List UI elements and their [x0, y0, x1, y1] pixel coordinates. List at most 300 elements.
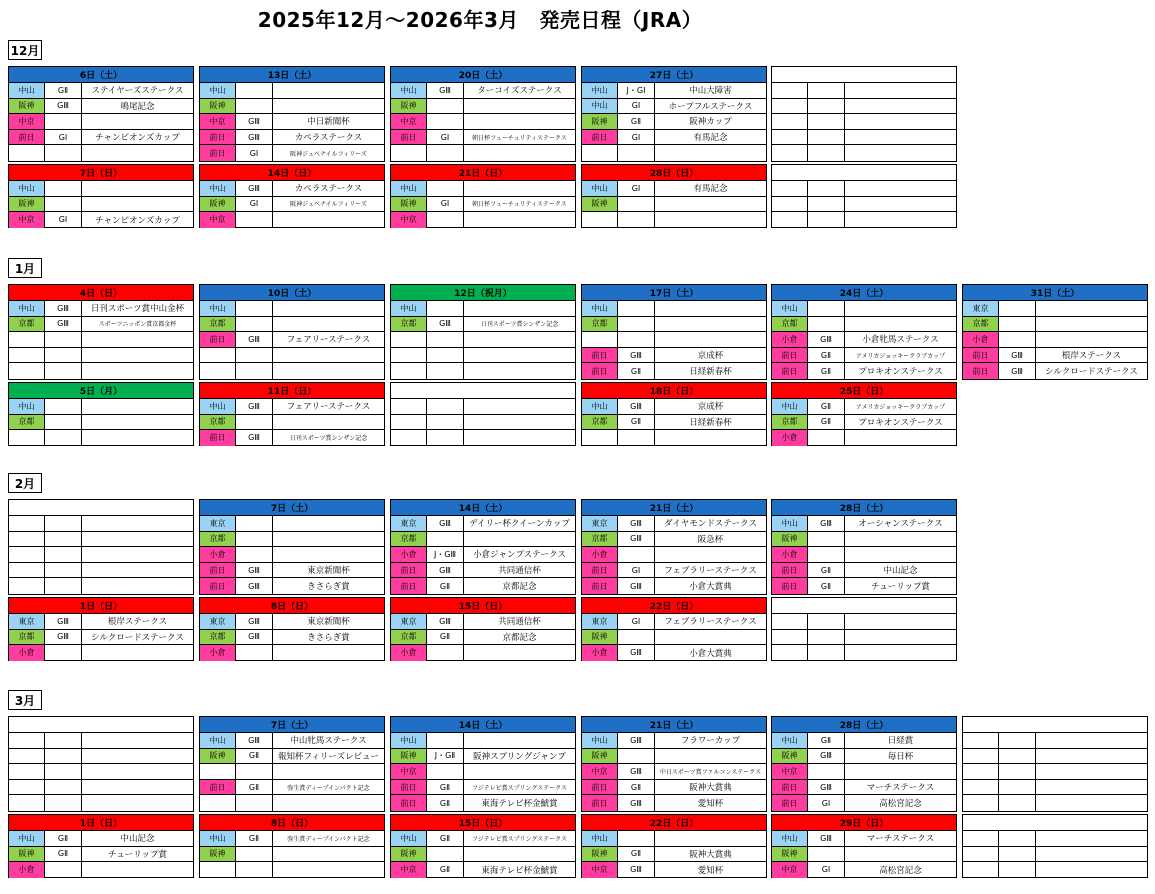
- grade-cell: [45, 749, 82, 764]
- race-row: [963, 780, 1147, 796]
- grade-cell: GⅢ: [236, 114, 273, 129]
- grade-cell: [45, 578, 82, 594]
- race-name-cell: [655, 430, 766, 446]
- day-block: [771, 382, 957, 446]
- grade-cell: [45, 862, 82, 878]
- day-block: [581, 499, 767, 595]
- grade-cell: [236, 764, 273, 779]
- race-name-cell: [1036, 332, 1147, 347]
- race-name-cell: フェアリーステークス: [286, 402, 371, 413]
- race-name-cell: 阪急杯: [697, 534, 724, 545]
- race-row: [9, 332, 193, 348]
- race-row: [772, 430, 956, 446]
- grade-cell: [427, 399, 464, 414]
- race-row: [9, 301, 193, 317]
- venue-cell: 小倉: [391, 547, 427, 562]
- grade-cell: [236, 645, 273, 661]
- race-row: [9, 831, 193, 847]
- venue-cell: [391, 363, 427, 379]
- race-row: [391, 516, 575, 532]
- grade-cell: GⅢ: [618, 733, 655, 748]
- race-row: [582, 630, 766, 646]
- venue-cell: [772, 614, 808, 629]
- race-name-cell: アメリカジョッキークラブカップ: [855, 352, 946, 360]
- race-name-cell: フェブラリーステークス: [664, 566, 757, 577]
- grade-cell: [999, 862, 1036, 878]
- grade-cell: GⅢ: [808, 749, 845, 764]
- race-name-cell: 共同通信杯: [498, 617, 541, 628]
- grade-cell: [45, 764, 82, 779]
- venue-cell: 阪神: [582, 749, 618, 764]
- race-name-cell: [655, 145, 766, 161]
- grade-cell: GⅠ: [618, 181, 655, 196]
- grade-cell: [45, 332, 82, 347]
- race-row: [391, 212, 575, 228]
- grade-cell: GⅢ: [236, 614, 273, 629]
- grade-cell: [427, 415, 464, 430]
- venue-cell: 前日: [963, 363, 999, 379]
- race-name-cell: 阪神スプリングジャンプ: [473, 751, 566, 762]
- race-name-cell: 小倉ジャンプステークス: [473, 550, 566, 561]
- venue-cell: [9, 348, 45, 363]
- grade-cell: GⅡ: [45, 831, 82, 846]
- grade-cell: [45, 181, 82, 196]
- grade-cell: [427, 532, 464, 547]
- venue-cell: 東京: [582, 516, 618, 531]
- race-name-cell: [655, 831, 766, 846]
- grade-cell: [808, 181, 845, 196]
- day-header: 21日（土）: [582, 717, 766, 733]
- race-name-cell: [464, 332, 575, 347]
- race-row: [391, 83, 575, 99]
- venue-cell: 阪神: [582, 630, 618, 645]
- race-row: [772, 145, 956, 161]
- race-row: [582, 862, 766, 878]
- venue-cell: 前日: [391, 795, 427, 811]
- race-name-cell: 高松宮記念: [879, 865, 922, 876]
- race-row: [582, 547, 766, 563]
- race-row: [772, 547, 956, 563]
- grade-cell: GⅢ: [236, 399, 273, 414]
- grade-cell: GⅡ: [618, 847, 655, 862]
- grade-cell: [427, 645, 464, 661]
- race-name-cell: [655, 301, 766, 316]
- race-name-cell: [82, 363, 193, 379]
- venue-cell: 小倉: [582, 645, 618, 661]
- grade-cell: [427, 181, 464, 196]
- race-row: [200, 130, 384, 146]
- grade-cell: [236, 348, 273, 363]
- venue-cell: 中山: [772, 301, 808, 316]
- venue-cell: 阪神: [200, 749, 236, 764]
- race-row: [772, 317, 956, 333]
- grade-cell: GⅡ: [808, 415, 845, 430]
- race-row: [582, 301, 766, 317]
- race-row: [582, 516, 766, 532]
- race-row: [391, 197, 575, 213]
- race-name-cell: アメリカジョッキークラブカップ: [855, 403, 946, 411]
- race-row: [582, 795, 766, 811]
- grade-cell: [45, 563, 82, 578]
- venue-cell: 東京: [963, 301, 999, 316]
- race-row: [200, 197, 384, 213]
- venue-cell: 前日: [200, 780, 236, 795]
- venue-cell: 中京: [9, 212, 45, 228]
- day-header: 22日（日）: [582, 598, 766, 614]
- grade-cell: [808, 532, 845, 547]
- race-name-cell: [464, 645, 575, 661]
- grade-cell: GⅢ: [45, 99, 82, 114]
- venue-cell: 京都: [9, 415, 45, 430]
- day-header: 7日（土）: [200, 717, 384, 733]
- venue-cell: 京都: [582, 415, 618, 430]
- race-name-cell: 有馬記念: [693, 184, 728, 195]
- venue-cell: [200, 764, 236, 779]
- race-row: [9, 516, 193, 532]
- race-name-cell: 毎日杯: [887, 751, 914, 762]
- race-name-cell: チューリップ賞: [871, 582, 930, 593]
- venue-cell: [9, 764, 45, 779]
- grade-cell: [236, 301, 273, 316]
- grade-cell: GⅢ: [45, 317, 82, 332]
- venue-cell: 阪神: [391, 749, 427, 764]
- race-row: [963, 317, 1147, 333]
- race-row: [772, 862, 956, 878]
- grade-cell: GⅢ: [236, 181, 273, 196]
- grade-cell: [808, 645, 845, 661]
- venue-cell: 前日: [582, 348, 618, 363]
- day-header: 5日（月）: [9, 383, 193, 399]
- grade-cell: GⅡ: [236, 749, 273, 764]
- race-name-cell: [82, 181, 193, 196]
- grade-cell: GⅡ: [236, 831, 273, 846]
- venue-cell: 前日: [772, 578, 808, 594]
- venue-cell: [200, 795, 236, 811]
- day-header: 20日（土）: [391, 67, 575, 83]
- grade-cell: GⅠ: [236, 145, 273, 161]
- day-header: [9, 500, 193, 516]
- race-row: [582, 181, 766, 197]
- grade-cell: GⅡ: [808, 563, 845, 578]
- grade-cell: [808, 847, 845, 862]
- venue-cell: 小倉: [772, 547, 808, 562]
- race-name-cell: 京成杯: [697, 351, 724, 362]
- race-row: [9, 83, 193, 99]
- venue-cell: [9, 795, 45, 811]
- day-header: 7日（日）: [9, 165, 193, 181]
- grade-cell: GⅡ: [427, 831, 464, 846]
- venue-cell: [9, 363, 45, 379]
- venue-cell: 東京: [200, 614, 236, 629]
- grade-cell: GⅡ: [618, 363, 655, 379]
- day-block: [199, 597, 385, 661]
- race-name-cell: [82, 348, 193, 363]
- day-header: 15日（日）: [391, 598, 575, 614]
- race-row: [582, 145, 766, 161]
- grade-cell: GⅢ: [618, 516, 655, 531]
- grade-cell: [808, 99, 845, 114]
- race-row: [9, 145, 193, 161]
- venue-cell: 中山: [9, 83, 45, 98]
- venue-cell: 小倉: [391, 645, 427, 661]
- race-name-cell: [1036, 764, 1147, 779]
- venue-cell: 前日: [200, 578, 236, 594]
- grade-cell: GⅢ: [808, 516, 845, 531]
- race-name-cell: フジテレビ賞スプリングステークス: [471, 784, 568, 792]
- venue-cell: [772, 212, 808, 228]
- race-row: [200, 317, 384, 333]
- grade-cell: GⅢ: [618, 348, 655, 363]
- race-row: [200, 332, 384, 348]
- race-name-cell: [82, 733, 193, 748]
- venue-cell: [9, 145, 45, 161]
- venue-cell: 前日: [772, 780, 808, 795]
- race-row: [772, 749, 956, 765]
- grade-cell: [427, 332, 464, 347]
- race-name-cell: [845, 301, 956, 316]
- race-name-cell: [82, 764, 193, 779]
- race-row: [200, 301, 384, 317]
- day-block: [199, 716, 385, 812]
- venue-cell: 中山: [200, 399, 236, 414]
- race-name-cell: [845, 99, 956, 114]
- grade-cell: [236, 317, 273, 332]
- race-row: [772, 197, 956, 213]
- day-header: 14日（土）: [391, 500, 575, 516]
- race-row: [391, 181, 575, 197]
- race-name-cell: [845, 645, 956, 661]
- race-row: [200, 415, 384, 431]
- race-row: [963, 764, 1147, 780]
- race-row: [582, 847, 766, 863]
- race-name-cell: [655, 212, 766, 228]
- race-name-cell: フラワーカップ: [680, 736, 741, 747]
- venue-cell: 小倉: [772, 332, 808, 347]
- grade-cell: [999, 317, 1036, 332]
- race-name-cell: [1036, 780, 1147, 795]
- grade-cell: GⅡ: [618, 114, 655, 129]
- venue-cell: 京都: [200, 317, 236, 332]
- race-name-cell: [464, 348, 575, 363]
- race-row: [391, 430, 575, 446]
- grade-cell: [45, 415, 82, 430]
- venue-cell: 中京: [391, 862, 427, 878]
- race-name-cell: 愛知杯: [697, 865, 724, 876]
- grade-cell: [808, 547, 845, 562]
- race-name-cell: [82, 332, 193, 347]
- race-name-cell: [273, 301, 384, 316]
- race-row: [200, 764, 384, 780]
- race-row: [9, 181, 193, 197]
- race-name-cell: [273, 764, 384, 779]
- day-block: [390, 716, 576, 812]
- grade-cell: GⅠ: [618, 99, 655, 114]
- venue-cell: 東京: [200, 516, 236, 531]
- race-row: [582, 614, 766, 630]
- race-row: [963, 862, 1147, 878]
- grade-cell: GⅢ: [999, 363, 1036, 379]
- venue-cell: 阪神: [772, 847, 808, 862]
- venue-cell: 前日: [391, 130, 427, 145]
- race-row: [200, 516, 384, 532]
- venue-cell: 中山: [772, 831, 808, 846]
- day-block: [771, 164, 957, 228]
- race-name-cell: 中日新聞杯: [307, 117, 350, 128]
- grade-cell: GⅠ: [427, 197, 464, 212]
- race-row: [772, 764, 956, 780]
- venue-cell: 阪神: [772, 749, 808, 764]
- venue-cell: 中山: [772, 399, 808, 414]
- race-name-cell: [464, 363, 575, 379]
- race-row: [391, 614, 575, 630]
- grade-cell: [236, 847, 273, 862]
- race-row: [9, 733, 193, 749]
- race-name-cell: [273, 862, 384, 878]
- race-name-cell: 中日スポーツ賞ファルコンステークス: [659, 768, 762, 776]
- race-name-cell: フェアリーステークス: [286, 335, 371, 346]
- race-row: [200, 145, 384, 161]
- venue-cell: [772, 114, 808, 129]
- venue-cell: [963, 749, 999, 764]
- race-name-cell: 共同通信杯: [498, 566, 541, 577]
- race-row: [772, 795, 956, 811]
- race-row: [200, 780, 384, 796]
- grade-cell: GⅡ: [808, 578, 845, 594]
- venue-cell: 前日: [582, 795, 618, 811]
- venue-cell: 阪神: [772, 532, 808, 547]
- race-row: [200, 83, 384, 99]
- race-row: [9, 348, 193, 364]
- race-row: [582, 399, 766, 415]
- day-block: [390, 284, 576, 380]
- race-row: [391, 733, 575, 749]
- race-row: [9, 578, 193, 594]
- grade-cell: [618, 145, 655, 161]
- venue-cell: [9, 516, 45, 531]
- race-name-cell: [464, 212, 575, 228]
- grade-cell: [236, 99, 273, 114]
- grade-cell: GⅢ: [236, 563, 273, 578]
- race-row: [772, 348, 956, 364]
- day-header: 31日（土）: [963, 285, 1147, 301]
- venue-cell: [9, 332, 45, 347]
- race-name-cell: 弥生賞ディープインパクト記念: [287, 784, 370, 792]
- race-row: [772, 532, 956, 548]
- race-name-cell: [845, 317, 956, 332]
- grade-cell: GⅠ: [618, 130, 655, 145]
- race-name-cell: [273, 795, 384, 811]
- venue-cell: 前日: [772, 795, 808, 811]
- race-row: [200, 547, 384, 563]
- race-name-cell: 鳴尾記念: [120, 101, 155, 112]
- race-row: [582, 348, 766, 364]
- race-name-cell: [82, 430, 193, 446]
- race-row: [200, 399, 384, 415]
- day-block: [8, 284, 194, 380]
- grade-cell: GⅢ: [427, 83, 464, 98]
- race-name-cell: 京都記念: [502, 632, 537, 643]
- venue-cell: 前日: [200, 563, 236, 578]
- race-row: [9, 99, 193, 115]
- race-row: [200, 363, 384, 379]
- grade-cell: [427, 301, 464, 316]
- day-block: [8, 499, 194, 595]
- race-row: [582, 130, 766, 146]
- race-name-cell: [655, 332, 766, 347]
- venue-cell: 阪神: [200, 99, 236, 114]
- day-header: 8日（日）: [200, 598, 384, 614]
- race-name-cell: チャンピオンズカップ: [95, 133, 180, 144]
- venue-cell: 中山: [200, 733, 236, 748]
- grade-cell: [808, 212, 845, 228]
- race-row: [772, 363, 956, 379]
- day-header: [963, 717, 1147, 733]
- race-row: [772, 516, 956, 532]
- day-block: [390, 814, 576, 878]
- race-row: [582, 415, 766, 431]
- venue-cell: [963, 862, 999, 878]
- venue-cell: 中山: [391, 733, 427, 748]
- grade-cell: [999, 847, 1036, 862]
- grade-cell: [808, 145, 845, 161]
- race-row: [9, 645, 193, 661]
- race-name-cell: [82, 415, 193, 430]
- venue-cell: 前日: [391, 780, 427, 795]
- race-name-cell: [655, 749, 766, 764]
- race-name-cell: 阪神カップ: [689, 117, 732, 128]
- venue-cell: [772, 99, 808, 114]
- grade-cell: GⅢ: [808, 332, 845, 347]
- venue-cell: 中京: [772, 764, 808, 779]
- grade-cell: GⅢ: [427, 317, 464, 332]
- day-block: [8, 164, 194, 228]
- race-row: [200, 181, 384, 197]
- venue-cell: 東京: [391, 516, 427, 531]
- venue-cell: 中山: [391, 181, 427, 196]
- race-name-cell: ホープフルステークス: [668, 101, 753, 112]
- race-row: [772, 99, 956, 115]
- day-header: 8日（日）: [200, 815, 384, 831]
- grade-cell: GⅡ: [427, 862, 464, 878]
- day-header: 28日（土）: [772, 500, 956, 516]
- grade-cell: GⅠ: [45, 130, 82, 145]
- venue-cell: 前日: [582, 563, 618, 578]
- race-row: [772, 630, 956, 646]
- venue-cell: [391, 145, 427, 161]
- venue-cell: 京都: [772, 415, 808, 430]
- venue-cell: 阪神: [9, 197, 45, 212]
- day-header: [9, 717, 193, 733]
- race-name-cell: [1036, 317, 1147, 332]
- grade-cell: GⅠ: [808, 862, 845, 878]
- day-block: [581, 597, 767, 661]
- race-name-cell: [655, 197, 766, 212]
- grade-cell: [999, 733, 1036, 748]
- race-row: [9, 795, 193, 811]
- venue-cell: 中京: [582, 862, 618, 878]
- race-row: [391, 399, 575, 415]
- grade-cell: [427, 114, 464, 129]
- venue-cell: [200, 363, 236, 379]
- venue-cell: 東京: [9, 614, 45, 629]
- venue-cell: 京都: [391, 317, 427, 332]
- day-block: [199, 164, 385, 228]
- venue-cell: 前日: [9, 130, 45, 145]
- day-block: [581, 716, 767, 812]
- race-name-cell: [655, 630, 766, 645]
- race-row: [200, 733, 384, 749]
- race-name-cell: 報知杯フィリーズレビュー: [278, 751, 379, 762]
